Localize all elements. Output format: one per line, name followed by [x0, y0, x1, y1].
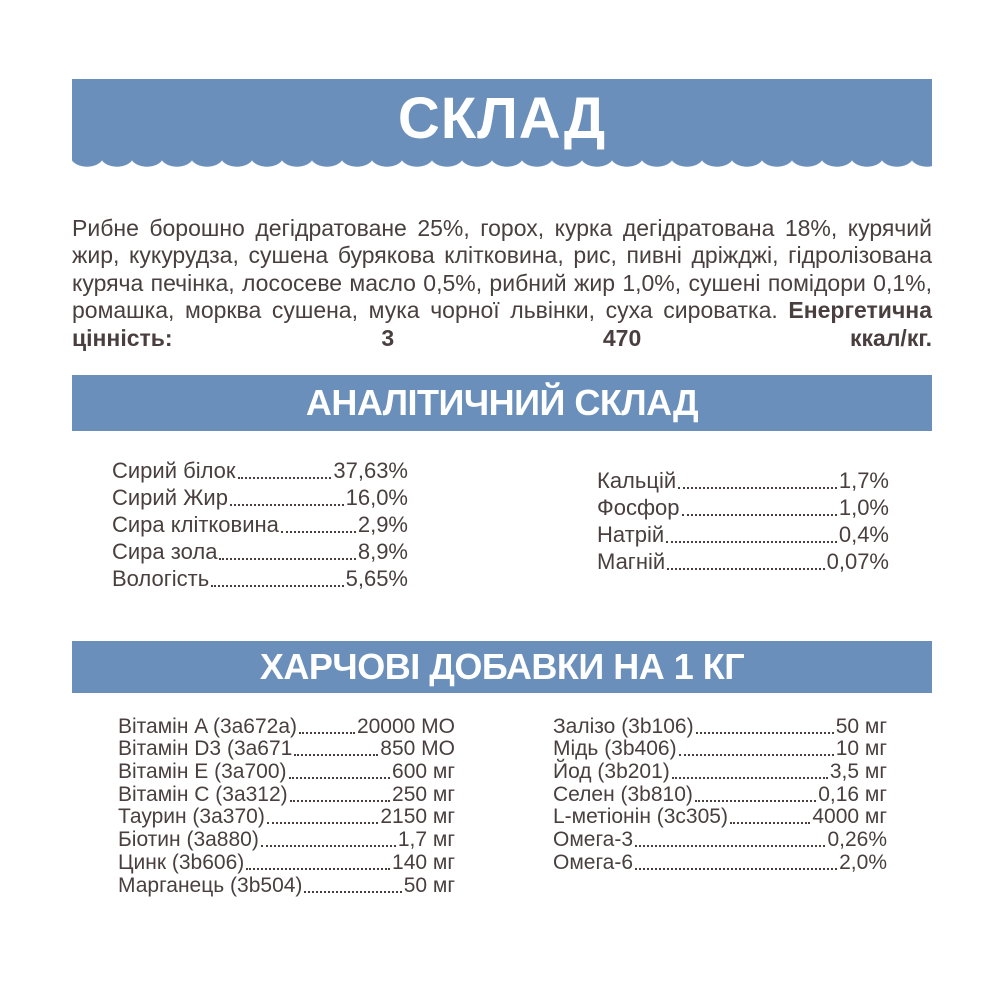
- dot-leader: [294, 754, 378, 756]
- dot-leader: [304, 891, 401, 893]
- additive-label: Біотин (3a880): [118, 828, 259, 852]
- nutrient-row: [597, 548, 889, 575]
- dot-leader: [246, 868, 390, 870]
- additive-row: [118, 761, 455, 784]
- dot-leader: [261, 845, 396, 847]
- nutrient-row: [112, 484, 408, 511]
- additive-row: [553, 852, 887, 875]
- dot-leader: [230, 504, 344, 506]
- additive-value: 2150 мг: [380, 805, 455, 829]
- additive-value: 10 мг: [835, 737, 887, 761]
- dot-leader: [635, 845, 825, 847]
- additive-label: Омега-6: [553, 850, 634, 874]
- additive-label: Мідь (3b406): [553, 737, 677, 761]
- additive-row: [553, 761, 887, 784]
- dot-leader: [211, 585, 343, 587]
- additives-table-left: [118, 716, 455, 898]
- additive-row: [553, 784, 887, 807]
- additive-row: [118, 875, 455, 898]
- additive-row: [553, 716, 887, 739]
- ingredients-paragraph: [72, 215, 932, 352]
- additive-value: 850 МО: [380, 737, 455, 761]
- energy-value: Енергетична цінність: 3 470 ккал/кг.: [72, 297, 932, 351]
- nutrient-label: Сира клітковина: [112, 512, 279, 537]
- nutrient-value: 8,9%: [357, 539, 408, 564]
- additive-label: L-метіонін (3c305): [553, 805, 728, 829]
- analytical-title: АНАЛІТИЧНИЙ СКЛАД: [305, 382, 699, 423]
- analytical-table-left: [112, 457, 408, 592]
- additive-label: Таурин (3a370): [118, 805, 265, 829]
- dot-leader: [666, 541, 837, 543]
- dot-leader: [679, 754, 834, 756]
- nutrient-row: [597, 494, 889, 521]
- nutrient-value: 1,0%: [838, 495, 889, 520]
- nutrient-row: [597, 467, 889, 494]
- nutrient-value: 0,07%: [826, 549, 889, 574]
- additive-value: 50 мг: [403, 873, 455, 897]
- additive-value: 3,5 мг: [829, 760, 887, 784]
- nutrient-value: 0,4%: [838, 522, 889, 547]
- dot-leader: [696, 732, 834, 734]
- additive-label: Вітамін E (3a700): [118, 760, 287, 784]
- additive-label: Залізо (3b106): [553, 714, 694, 738]
- dot-leader: [635, 868, 837, 870]
- composition-banner: [72, 79, 932, 157]
- nutrient-label: Сира зола: [112, 539, 218, 564]
- nutrient-row: [112, 565, 408, 592]
- additive-label: Марганець (3b504): [118, 873, 303, 897]
- additives-banner: [72, 641, 932, 693]
- dot-leader: [219, 558, 355, 560]
- nutrient-label: Натрій: [597, 522, 665, 547]
- dot-leader: [667, 568, 824, 570]
- nutrient-row: [112, 511, 408, 538]
- dot-leader: [238, 477, 332, 479]
- dot-leader: [678, 487, 837, 489]
- additive-row: [118, 784, 455, 807]
- additive-label: Йод (3b201): [553, 760, 670, 784]
- composition-title: СКЛАД: [397, 85, 607, 151]
- analytical-table-right: [597, 467, 889, 575]
- dot-leader: [289, 777, 391, 779]
- additive-value: 50 мг: [835, 714, 887, 738]
- dot-leader: [730, 822, 810, 824]
- additive-value: 140 мг: [392, 850, 455, 874]
- additive-value: 600 мг: [392, 760, 455, 784]
- nutrient-row: [112, 457, 408, 484]
- additive-row: [118, 739, 455, 762]
- additive-row: [118, 829, 455, 852]
- additive-label: Вітамін D3 (3a671: [118, 737, 293, 761]
- nutrient-value: 16,0%: [345, 485, 408, 510]
- additive-value: 2,0%: [839, 850, 887, 874]
- additive-label: Вітамін A (3a672a): [118, 714, 298, 738]
- additive-value: 4000 мг: [812, 805, 887, 829]
- additive-value: 1,7 мг: [397, 828, 455, 852]
- nutrient-label: Вологість: [112, 566, 210, 591]
- nutrient-label: Магній: [597, 549, 666, 574]
- nutrient-value: 1,7%: [838, 468, 889, 493]
- nutrient-label: Фосфор: [597, 495, 680, 520]
- additive-value: 20000 МО: [356, 714, 455, 738]
- additive-label: Вітамін C (3a312): [118, 782, 288, 806]
- nutrient-row: [112, 538, 408, 565]
- additive-label: Селен (3b810): [553, 782, 693, 806]
- dot-leader: [281, 531, 356, 533]
- dot-leader: [695, 800, 816, 802]
- dot-leader: [299, 732, 355, 734]
- nutrient-label: Сирий білок: [112, 458, 236, 483]
- additive-row: [118, 852, 455, 875]
- dot-leader: [290, 800, 390, 802]
- additive-row: [553, 829, 887, 852]
- nutrient-value: 5,65%: [345, 566, 408, 591]
- additive-row: [118, 716, 455, 739]
- analytical-banner: [72, 375, 932, 431]
- additive-value: 0,26%: [827, 828, 887, 852]
- nutrient-label: Сирий Жир: [112, 485, 228, 510]
- dot-leader: [672, 777, 828, 779]
- additive-row: [553, 807, 887, 830]
- additive-label: Цинк (3b606): [118, 850, 245, 874]
- ingredients-text: Рибне борошно дегідратоване 25%, горох, курка дегідратована 18%, курячий жир, кукурудза, сушена бурякова клітковина, рис, пивні дріжджі, гідролізована куряча печінка, лососеве масло 0,5%, рибний жир 1,0%, сушені помідори 0,1%, ромашка, морква сушена, мука чорної львінки, суха сироватка.: [72, 215, 932, 324]
- dot-leader: [682, 514, 837, 516]
- nutrient-row: [597, 521, 889, 548]
- additive-label: Омега-3: [553, 828, 634, 852]
- additives-table-right: [553, 716, 887, 875]
- wavy-edge: [72, 156, 932, 169]
- nutrient-label: Кальцій: [597, 468, 677, 493]
- dot-leader: [267, 822, 379, 824]
- additive-row: [118, 807, 455, 830]
- additives-title: ХАРЧОВІ ДОБАВКИ НА 1 КГ: [259, 646, 745, 687]
- additive-row: [553, 739, 887, 762]
- additive-value: 0,16 мг: [818, 782, 887, 806]
- nutrient-value: 37,63%: [333, 458, 408, 483]
- additive-value: 250 мг: [392, 782, 455, 806]
- nutrient-value: 2,9%: [357, 512, 408, 537]
